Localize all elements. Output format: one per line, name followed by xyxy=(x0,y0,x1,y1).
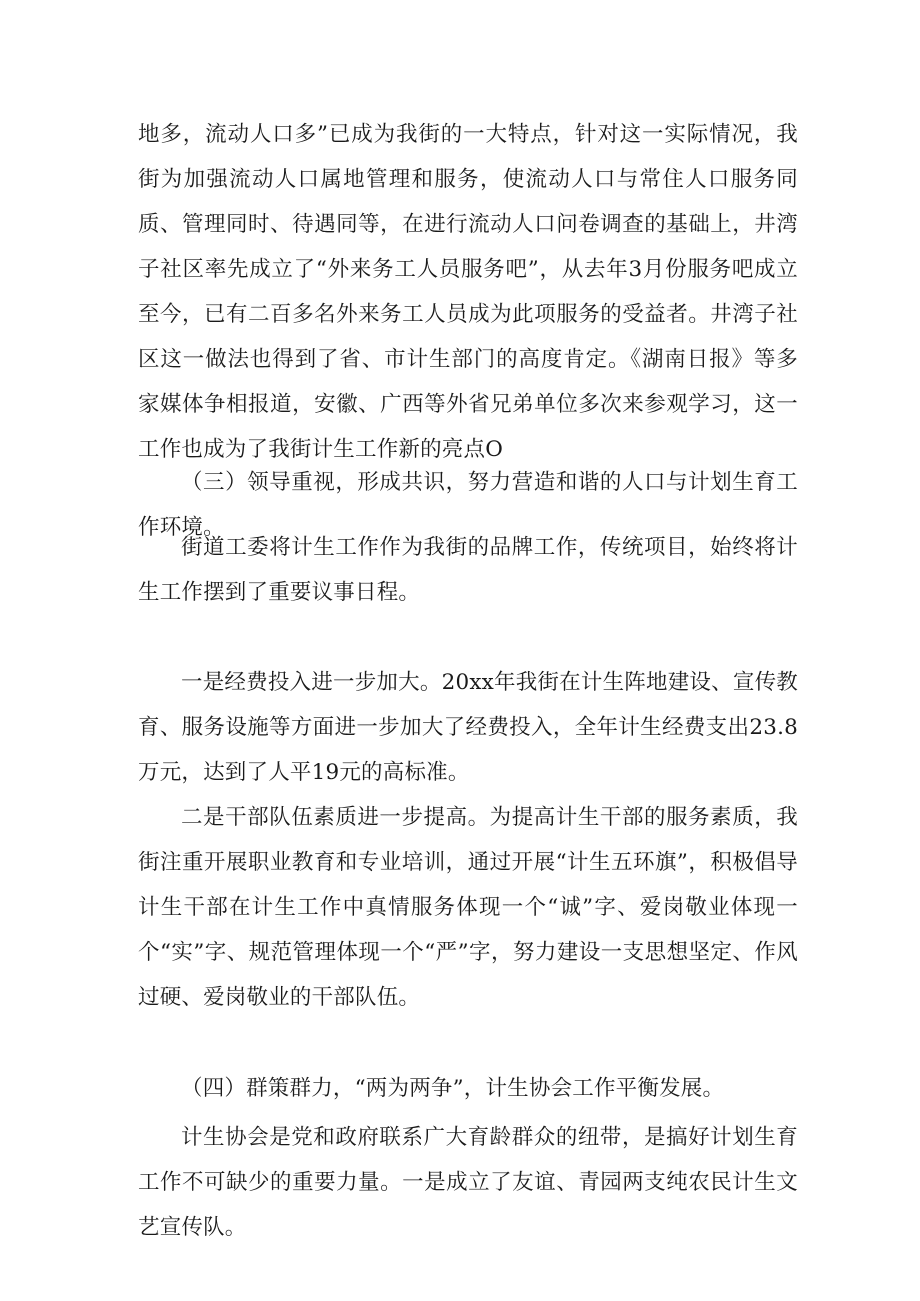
body-paragraph: 街道工委将计生工作作为我街的品牌工作，传统项目，始终将计生工作摆到了重要议事日程。 xyxy=(138,535,798,605)
section-heading-three: （三）领导重视，形成共识，努力营造和谐的人口与计划生育工作环境。 xyxy=(138,470,798,540)
body-paragraph: 地多，流动人口多”已成为我街的一大特点，针对这一实际情况，我街为加强流动人口属地管理和服务，使流动人口与常住人口服务同质、管理同时、待遇同等，在进行流动人口问卷调查的基础上，井湾子社区率先成立了“外来务工人员服务吧”，从去年3月份服务吧成立至今，已有二百多名外来务工人员成为此项服务的受益者。井湾子社区这一做法也得到了省、市计生部门的高度肯定。《湖南日报》等多家媒体争相报道，安徽、广西等外省兄弟单位多次来参观学习，这一工作也成为了我街计生工作新的亮点O xyxy=(138,122,798,462)
body-paragraph: 计生协会是党和政府联系广大育龄群众的纽带，是搞好计划生育工作不可缺少的重要力量。一是成立了友谊、青园两支纯农民计生文艺宣传队。 xyxy=(138,1125,798,1240)
body-paragraph: 二是干部队伍素质进一步提高。为提高计生干部的服务素质，我街注重开展职业教育和专业培训，通过开展“计生五环旗”，积极倡导计生干部在计生工作中真情服务体现一个“诚”字、爱岗敬业体现一个“实”字、规范管理体现一个“严”字，努力建设一支思想坚定、作风过硬、爱岗敬业的干部队伍。 xyxy=(138,805,798,1010)
section-heading-four: （四）群策群力，“两为两争”，计生协会工作平衡发展。 xyxy=(181,1076,725,1101)
body-paragraph: 一是经费投入进一步加大。20xx年我街在计生阵地建设、宣传教育、服务设施等方面进一步加大了经费投入，全年计生经费支出23.8万元，达到了人平19元的高标准。 xyxy=(138,670,798,785)
